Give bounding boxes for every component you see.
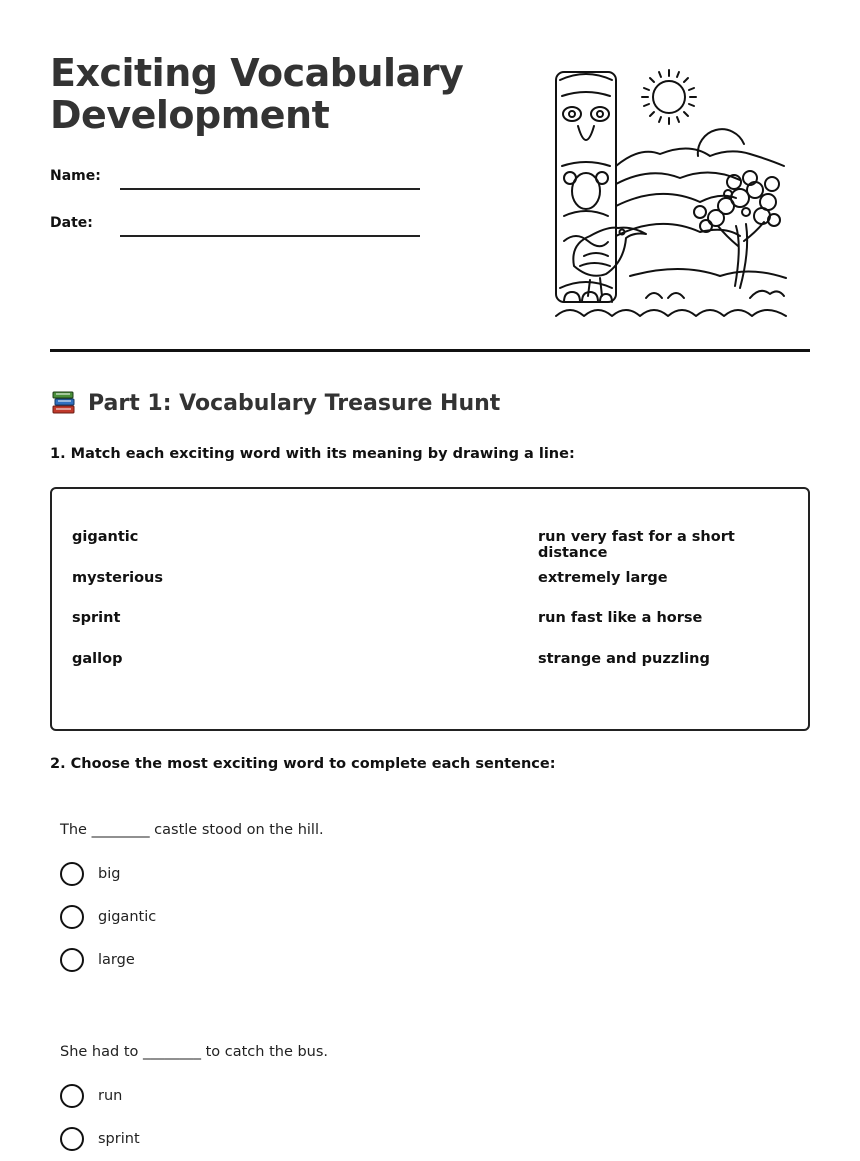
match-word[interactable]: gallop [72,651,123,667]
option-radio[interactable] [60,948,135,972]
worksheet-title: Exciting Vocabulary Development [50,51,464,137]
name-field[interactable] [50,166,420,190]
match-meaning[interactable]: extremely large [538,570,668,586]
option-label: large [98,952,135,968]
option-radio[interactable] [60,905,156,929]
match-meaning[interactable]: strange and puzzling [538,651,710,667]
sentence-2: She had to ________ to catch the bus. [60,1044,329,1060]
totem-pole-icon [556,72,616,302]
option-radio[interactable] [60,862,120,886]
totem-landscape-illustration [550,66,790,322]
name-line[interactable] [120,170,420,190]
option-label: big [98,866,121,882]
radio-button[interactable] [60,948,84,972]
tree-icon [694,171,780,288]
match-meaning[interactable]: run very fast for a short distance [538,529,735,561]
question-2-prompt: 2. Choose the most exciting word to complete each sentence: [50,756,556,772]
option-radio[interactable] [60,1084,122,1108]
match-word[interactable]: sprint [72,610,121,626]
sun-icon [642,70,696,124]
bird-icon [573,228,646,296]
option-label: run [98,1088,123,1104]
radio-button[interactable] [60,1084,84,1108]
option-radio[interactable] [60,1127,140,1151]
header-divider [50,349,810,352]
date-line[interactable] [120,217,420,237]
date-field[interactable] [50,213,420,237]
sentence-1: The ________ castle stood on the hill. [60,822,324,838]
radio-button[interactable] [60,1127,84,1151]
match-meaning[interactable]: run fast like a horse [538,610,703,626]
radio-button[interactable] [60,905,84,929]
question-1-prompt: 1. Match each exciting word with its meaning by drawing a line: [50,446,575,462]
books-icon [50,389,78,417]
match-word[interactable]: mysterious [72,570,163,586]
matching-box [50,487,810,731]
name-label: Name: [50,168,101,184]
section-title [50,389,500,417]
match-word[interactable]: gigantic [72,529,139,545]
option-label: gigantic [98,909,157,925]
radio-button[interactable] [60,862,84,886]
option-label: sprint [98,1131,140,1147]
section-title-text: Part 1: Vocabulary Treasure Hunt [88,390,501,416]
date-label: Date: [50,215,93,231]
